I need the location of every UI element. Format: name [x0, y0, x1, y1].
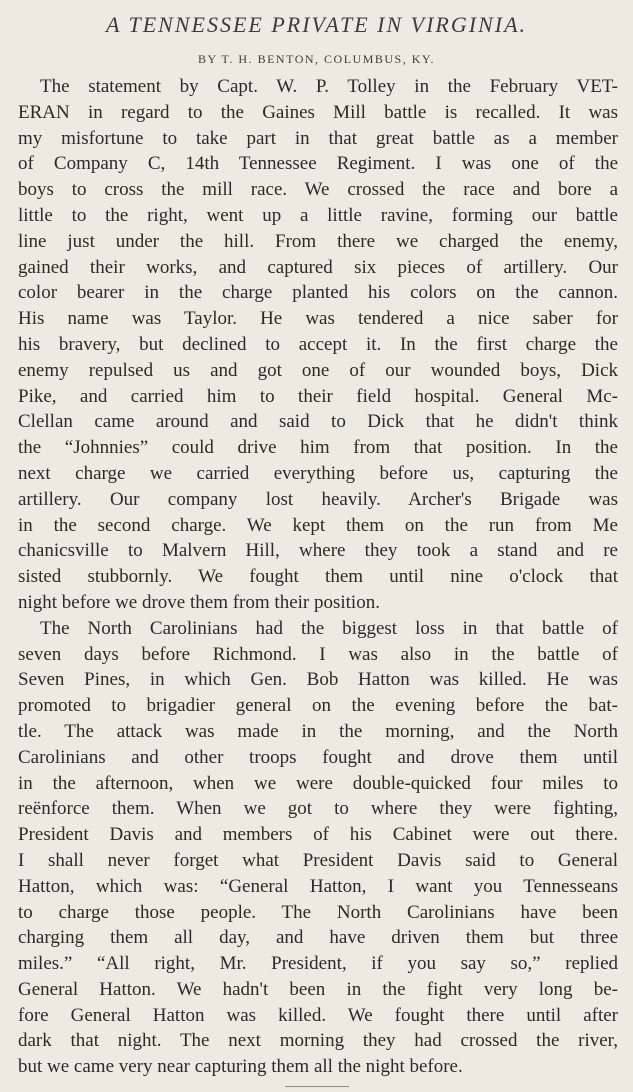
text-line: Seven Pines, in which Gen. Bob Hatton was killed. He was: [18, 669, 618, 691]
text-line: enemy repulsed us and got one of our wounded boys, Dick: [18, 359, 618, 381]
text-line: my misfortune to take part in that great battle as a member: [18, 127, 618, 149]
text-line: miles.” “All right, Mr. President, if you say so,” replied: [18, 953, 618, 975]
text-line: color bearer in the charge planted his colors on the cannon.: [18, 282, 618, 304]
text-line: Hatton, which was: “General Hatton, I want you Tennesseans: [18, 875, 618, 897]
text-line: gained their works, and captured six pieces of artillery. Our: [18, 256, 618, 278]
text-line: seven days before Richmond. I was also in the battle of: [18, 643, 618, 665]
text-line: in the second charge. We kept them on the run from Me: [18, 514, 618, 536]
text-line: little to the right, went up a little ravine, forming our battle: [18, 204, 618, 226]
text-line: promoted to brigadier general on the evening before the bat-: [18, 695, 618, 717]
text-line: ERAN in regard to the Gaines Mill battle is recalled. It was: [18, 101, 618, 123]
text-line: President Davis and members of his Cabinet were out there.: [18, 824, 618, 846]
text-line: but we came very near capturing them all the night before.: [18, 1056, 463, 1078]
text-line: his bravery, but declined to accept it. In the first charge the: [18, 333, 618, 355]
text-line: chanicsville to Malvern Hill, where they took a stand and re: [18, 540, 618, 562]
text-line: Carolinians and other troops fought and drove them until: [18, 746, 618, 768]
text-line: night before we drove them from their position.: [18, 591, 380, 613]
article-body: [18, 74, 618, 1080]
text-line: charging them all day, and have driven them but three: [18, 927, 618, 949]
text-line: tle. The attack was made in the morning, and the North: [18, 720, 618, 742]
article-title: A TENNESSEE PRIVATE IN VIRGINIA.: [105, 12, 528, 37]
text-line: in the afternoon, when we were double-quicked four miles to: [18, 772, 618, 794]
text-line: Pike, and carried him to their field hospital. General Mc-: [18, 385, 618, 407]
text-line: fore General Hatton was killed. We fought there until after: [18, 1004, 618, 1026]
text-line: of Company C, 14th Tennessee Regiment. I was one of the: [18, 153, 618, 175]
text-line: line just under the hill. From there we charged the enemy,: [18, 230, 618, 252]
text-line: the “Johnnies” could drive him from that position. In the: [18, 437, 618, 459]
text-line: to charge those people. The North Carolinians have been: [18, 901, 618, 923]
text-line: reënforce them. When we got to where they were fighting,: [18, 798, 618, 820]
text-line: General Hatton. We hadn't been in the fight very long be-: [18, 978, 618, 1000]
text-line: artillery. Our company lost heavily. Archer's Brigade was: [18, 488, 618, 510]
text-line: Clellan came around and said to Dick that he didn't think: [18, 411, 618, 433]
section-divider: [285, 1086, 349, 1087]
text-line: sisted stubbornly. We fought them until nine o'clock that: [18, 566, 618, 588]
text-line: I shall never forget what President Davis said to General: [18, 849, 618, 871]
text-line: boys to cross the mill race. We crossed the race and bore a: [18, 179, 618, 201]
text-line: The statement by Capt. W. P. Tolley in the February VET-: [40, 76, 618, 97]
text-line: next charge we carried everything before us, capturing the: [18, 462, 618, 484]
text-line: dark that night. The next morning they had crossed the river,: [18, 1030, 618, 1052]
text-line: The North Carolinians had the biggest loss in that battle of: [40, 617, 618, 639]
text-line: His name was Taylor. He was tendered a nice saber for: [18, 308, 618, 330]
article-byline: BY T. H. BENTON, COLUMBUS, KY.: [197, 52, 436, 66]
